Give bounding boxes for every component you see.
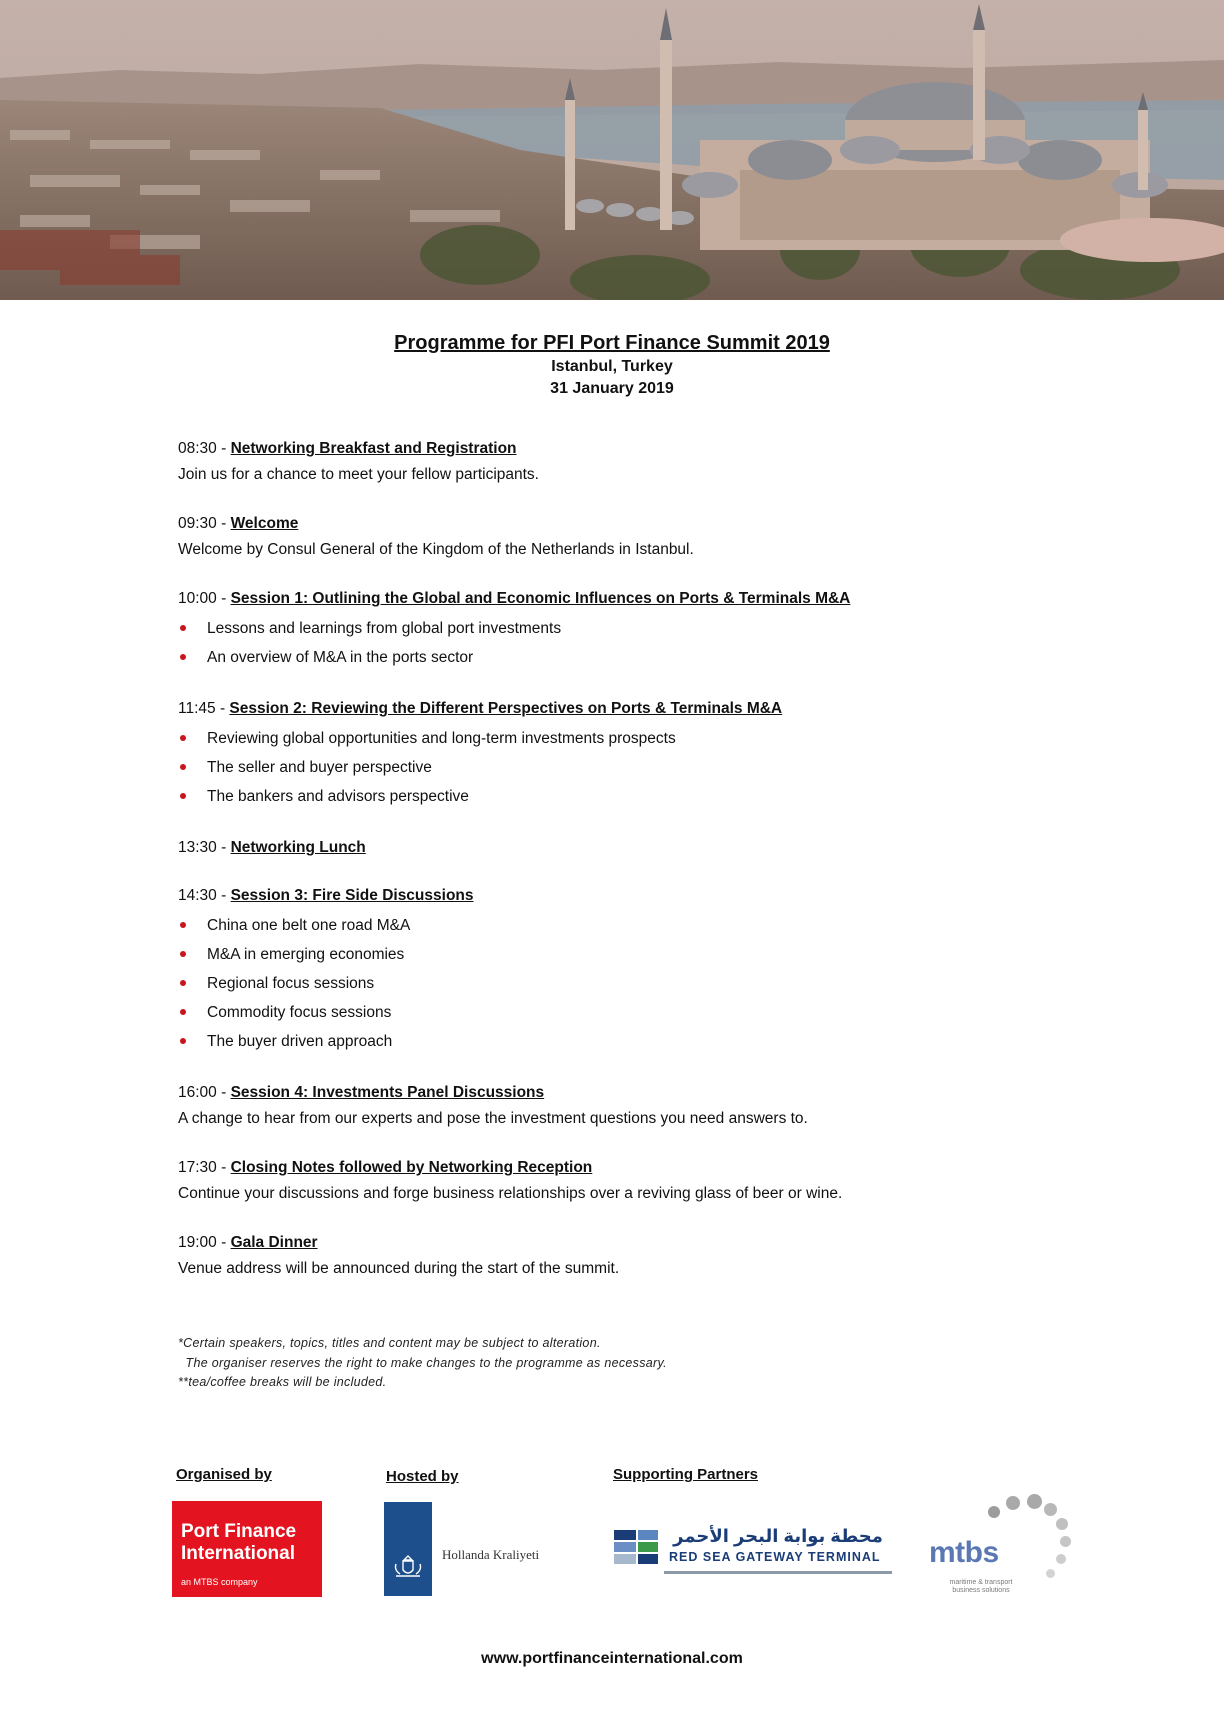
programme-bullet-item <box>178 1027 1038 1056</box>
programme-bullet-item <box>178 998 1038 1027</box>
red-sea-gateway-logo <box>614 1526 892 1578</box>
programme-item-header <box>178 1157 1038 1179</box>
programme-bullet-text: The seller and buyer perspective <box>207 759 432 776</box>
mtbs-tagline-line1: maritime & transport <box>949 1579 1013 1586</box>
bullet-dot-icon <box>180 764 186 770</box>
programme-item-header <box>178 698 1038 720</box>
programme-description: Join us for a chance to meet your fellow participants. <box>178 466 539 483</box>
bullet-dot-icon <box>180 625 186 631</box>
bullet-dot-icon <box>180 1009 186 1015</box>
red-sea-gateway-mark-icon <box>614 1526 662 1574</box>
programme-time: 11:45 <box>178 700 216 717</box>
time-separator: - <box>216 1234 231 1251</box>
footnotes <box>178 1334 667 1393</box>
programme-bullet-text: The buyer driven approach <box>207 1033 393 1050</box>
programme-bullet-item <box>178 940 1038 969</box>
mtbs-dot <box>988 1506 1000 1518</box>
programme-bullet-list <box>178 724 1038 811</box>
programme-list <box>178 438 1038 1307</box>
footnote-line: The organiser reserves the right to make changes to the programme as necessary. <box>178 1355 667 1370</box>
programme-time: 09:30 <box>178 515 217 532</box>
programme-item <box>178 837 1038 859</box>
programme-bullet-item <box>178 614 1038 643</box>
programme-bullet-item <box>178 753 1038 782</box>
programme-heading: Gala Dinner <box>230 1234 318 1251</box>
hero-photo-istanbul <box>0 0 1224 300</box>
page-title: Programme for PFI Port Finance Summit 2019 <box>394 332 830 354</box>
programme-heading: Closing Notes followed by Networking Reception <box>230 1159 593 1176</box>
pfi-logo-line3: an MTBS company <box>181 1577 258 1587</box>
programme-description: A change to hear from our experts and pose the investment questions you need answers to. <box>178 1110 808 1127</box>
programme-bullet-text: An overview of M&A in the ports sector <box>207 649 474 666</box>
hosted-by-label: Hosted by <box>386 1468 459 1485</box>
bullet-dot-icon <box>180 980 186 986</box>
mtbs-dot <box>1044 1503 1057 1516</box>
mtbs-dot <box>1056 1554 1066 1564</box>
programme-heading: Session 4: Investments Panel Discussions <box>230 1084 545 1101</box>
programme-description: Welcome by Consul General of the Kingdom of the Netherlands in Istanbul. <box>178 541 694 558</box>
bullet-dot-icon <box>180 654 186 660</box>
mtbs-logo <box>928 1494 1078 1604</box>
programme-time: 13:30 <box>178 839 217 856</box>
netherlands-blue-band <box>384 1502 432 1596</box>
programme-bullet-text: Reviewing global opportunities and long-term investments prospects <box>207 730 676 747</box>
red-sea-gateway-arabic: محطة بوابة البحر الأحمر <box>673 1526 883 1546</box>
programme-heading: Welcome <box>230 515 299 532</box>
programme-item <box>178 1082 1038 1131</box>
programme-item-header <box>178 513 1038 535</box>
netherlands-kingdom-logo <box>384 1502 584 1596</box>
hollanda-logo-text: Hollanda Kraliyeti <box>442 1547 540 1562</box>
programme-item <box>178 698 1038 811</box>
programme-bullet-text: Commodity focus sessions <box>207 1004 392 1021</box>
programme-item-header <box>178 1082 1038 1104</box>
time-separator: - <box>216 1084 231 1101</box>
programme-bullet-item <box>178 643 1038 672</box>
time-separator: - <box>216 590 231 607</box>
programme-item-header <box>178 438 1038 460</box>
programme-bullet-item <box>178 782 1038 811</box>
bullet-dot-icon <box>180 951 186 957</box>
time-separator: - <box>216 839 231 856</box>
programme-heading: Networking Lunch <box>230 839 366 856</box>
mtbs-tagline <box>946 1579 1016 1595</box>
programme-item <box>178 588 1038 672</box>
time-separator: - <box>215 700 230 717</box>
programme-item <box>178 513 1038 562</box>
programme-heading: Networking Breakfast and Registration <box>230 440 517 457</box>
red-sea-gateway-rule <box>664 1571 892 1574</box>
event-location: Istanbul, Turkey <box>551 358 673 375</box>
bullet-dot-icon <box>180 922 186 928</box>
mtbs-tagline-line2: business solutions <box>952 1587 1010 1594</box>
programme-bullet-list <box>178 911 1038 1056</box>
programme-item <box>178 885 1038 1056</box>
mtbs-dot <box>1006 1496 1020 1510</box>
event-date: 31 January 2019 <box>550 380 674 397</box>
programme-item <box>178 1157 1038 1206</box>
footnote-line: *Certain speakers, topics, titles and content may be subject to alteration. <box>178 1336 601 1350</box>
programme-time: 17:30 <box>178 1159 217 1176</box>
bullet-dot-icon <box>180 1038 186 1044</box>
pfi-logo-line2: International <box>181 1543 296 1564</box>
footnote-line: **tea/coffee breaks will be included. <box>178 1375 387 1389</box>
programme-bullet-text: The bankers and advisors perspective <box>207 788 469 805</box>
programme-bullet-list <box>178 614 1038 672</box>
programme-heading: Session 3: Fire Side Discussions <box>230 887 474 904</box>
programme-item-header <box>178 885 1038 907</box>
programme-description: Continue your discussions and forge business relationships over a reviving glass of beer or wine. <box>178 1185 843 1202</box>
programme-item-header <box>178 1232 1038 1254</box>
bullet-dot-icon <box>180 735 186 741</box>
programme-bullet-item <box>178 969 1038 998</box>
programme-bullet-text: Lessons and learnings from global port investments <box>207 620 562 637</box>
programme-bullet-text: M&A in emerging economies <box>207 946 405 963</box>
mtbs-dot <box>1060 1536 1071 1547</box>
mtbs-dot <box>1027 1494 1042 1509</box>
bullet-dot-icon <box>180 793 186 799</box>
pfi-logo <box>172 1501 322 1597</box>
time-separator: - <box>216 515 231 532</box>
programme-bullet-item <box>178 911 1038 940</box>
programme-item-header <box>178 588 1038 610</box>
programme-heading: Session 1: Outlining the Global and Economic Influences on Ports & Terminals M&A <box>230 590 851 607</box>
programme-time: 14:30 <box>178 887 217 904</box>
programme-bullet-item <box>178 724 1038 753</box>
pfi-logo-line1: Port Finance <box>181 1521 297 1542</box>
mtbs-wordmark: mtbs <box>929 1536 999 1569</box>
programme-time: 19:00 <box>178 1234 217 1251</box>
programme-time: 16:00 <box>178 1084 217 1101</box>
time-separator: - <box>216 440 231 457</box>
coat-of-arms-icon <box>392 1554 424 1580</box>
programme-time: 10:00 <box>178 590 217 607</box>
title-block <box>0 330 1224 400</box>
programme-description: Venue address will be announced during the start of the summit. <box>178 1260 620 1277</box>
programme-bullet-text: China one belt one road M&A <box>207 917 411 934</box>
mtbs-dot <box>1056 1518 1068 1530</box>
programme-item <box>178 438 1038 487</box>
mtbs-dot <box>1046 1569 1055 1578</box>
programme-item-header <box>178 837 1038 859</box>
programme-bullet-text: Regional focus sessions <box>207 975 375 992</box>
time-separator: - <box>216 1159 231 1176</box>
organised-by-label: Organised by <box>176 1466 272 1483</box>
programme-heading: Session 2: Reviewing the Different Perspectives on Ports & Terminals M&A <box>229 700 783 717</box>
programme-item <box>178 1232 1038 1281</box>
website-link[interactable]: www.portfinanceinternational.com <box>481 1650 743 1667</box>
supporting-partners-label: Supporting Partners <box>613 1466 759 1483</box>
programme-time: 08:30 <box>178 440 217 457</box>
time-separator: - <box>216 887 231 904</box>
red-sea-gateway-english: RED SEA GATEWAY TERMINAL <box>669 1550 881 1564</box>
